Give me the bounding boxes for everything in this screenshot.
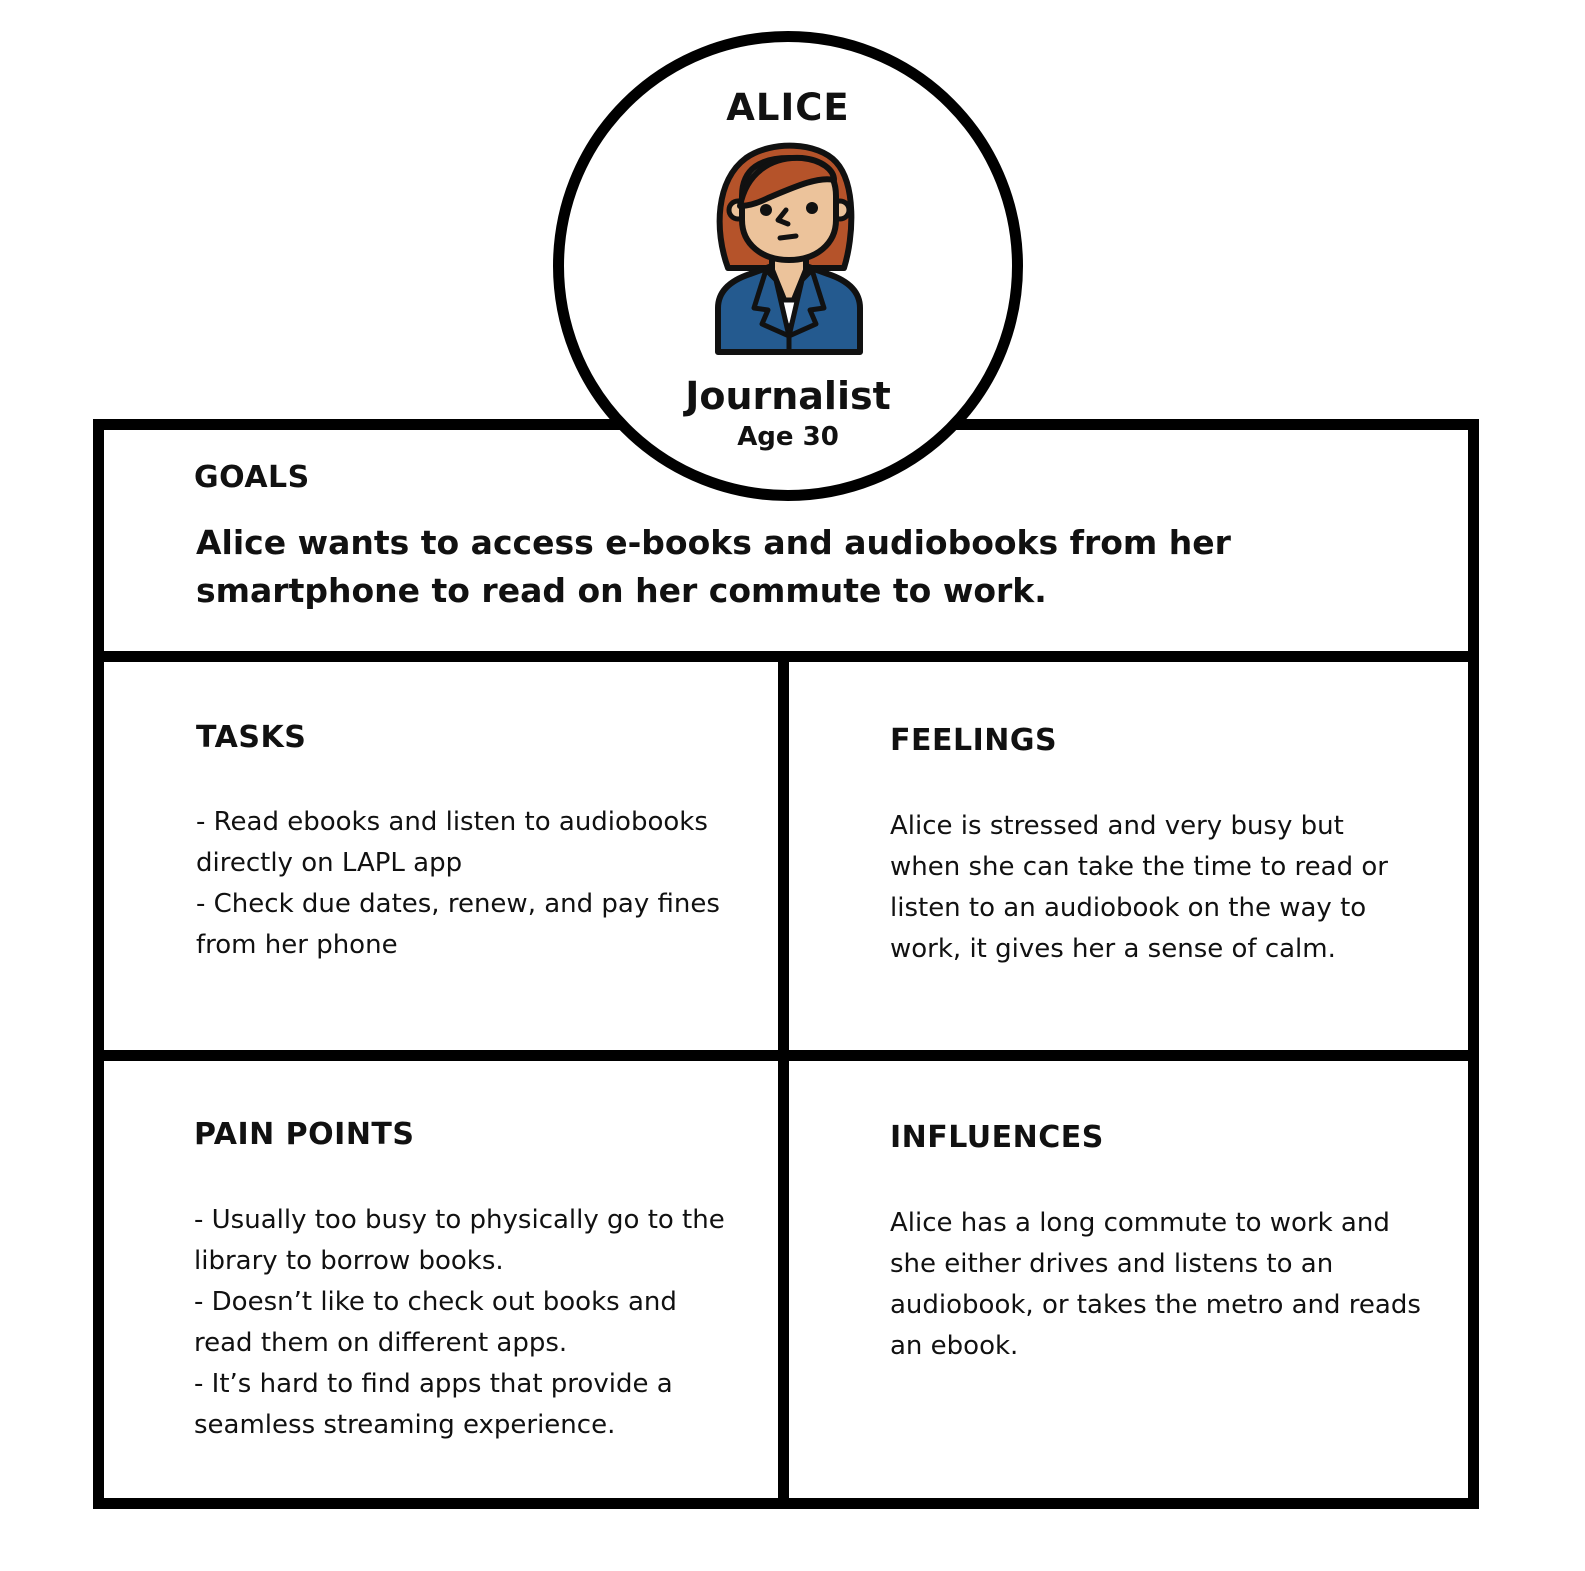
influences-heading: INFLUENCES	[890, 1120, 1104, 1155]
persona-name: ALICE	[726, 86, 850, 129]
tasks-heading: TASKS	[196, 720, 307, 755]
goals-text: Alice wants to access e-books and audiobooks from her smartphone to read on her commute to work.	[196, 523, 1231, 610]
pain-points-list	[194, 1200, 734, 1446]
persona-header-circle	[553, 31, 1023, 501]
tasks-list	[196, 802, 756, 966]
influences-text: Alice has a long commute to work and she either drives and listens to an audiobook, or takes the metro and reads an ebook.	[890, 1208, 1421, 1361]
persona-occupation: Journalist	[685, 374, 891, 418]
woman-avatar-icon	[706, 140, 872, 362]
feelings-text: Alice is stressed and very busy but when she can take the time to read or listen to an audiobook on the way to work, it gives her a sense of calm.	[890, 811, 1388, 964]
list-item: - Doesn’t like to check out books and read them on different apps.	[194, 1287, 677, 1358]
goals-heading: GOALS	[194, 460, 310, 495]
list-item: - Usually too busy to physically go to the library to borrow books.	[194, 1205, 725, 1276]
list-item: - It’s hard to find apps that provide a seamless streaming experience.	[194, 1369, 673, 1440]
pain-points-heading: PAIN POINTS	[194, 1117, 415, 1152]
list-item: - Read ebooks and listen to audiobooks directly on LAPL app	[196, 807, 708, 878]
column-divider	[778, 651, 789, 1509]
persona-age: Age 30	[737, 422, 839, 452]
list-item: - Check due dates, renew, and pay fines from her phone	[196, 889, 720, 960]
feelings-heading: FEELINGS	[890, 723, 1058, 758]
